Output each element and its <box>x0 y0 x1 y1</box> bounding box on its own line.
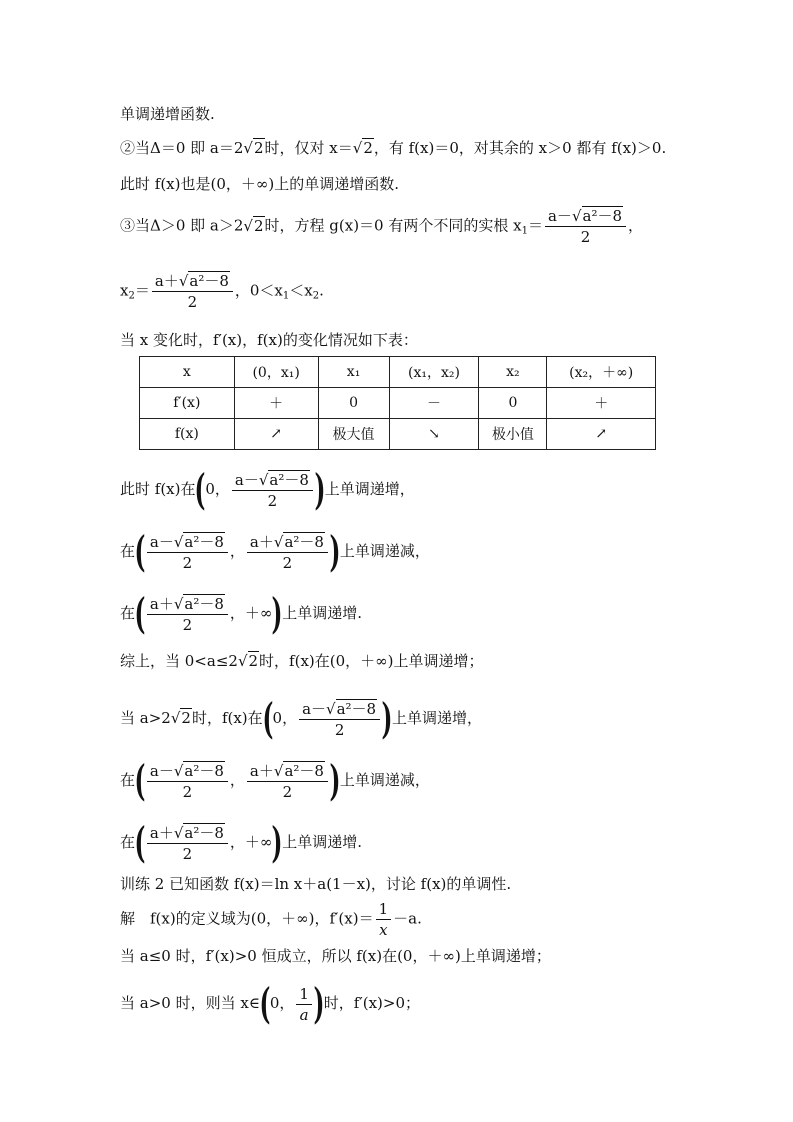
text-interval-decreasing-1: 在( $\frac{\text{a－√a²－8}}{2}$ ， $\frac{\text{a＋√a²－8}}{2}$ )上单调递减， <box>120 527 430 576</box>
variation-table <box>139 356 656 450</box>
text-training-2: 训练 2 已知函数 f(x)＝ln x＋a(1－x)，讨论 f(x)的单调性. <box>120 875 512 893</box>
table-cell: 极小值 <box>479 419 547 450</box>
table-cell: ＋ <box>234 388 318 419</box>
text-summary-1: 综上，当 0<a≤2√2时，f(x)在(0，＋∞)上单调递增； <box>120 652 484 670</box>
table-cell: (x₂，＋∞) <box>547 357 656 388</box>
text-table-intro: 当 x 变化时，f′(x)，f(x)的变化情况如下表： <box>120 331 418 349</box>
table-cell: (x₁，x₂) <box>389 357 479 388</box>
table-cell: x₁ <box>318 357 389 388</box>
text-interval-increasing-1: 此时 f(x)在(0， $\frac{\text{a－√a²－8}}{2}$ )上单调递增， <box>120 465 415 514</box>
text-x2-definition: $x_2=$ $\frac{\text{a＋√a²－8}}{2}$ ，$0<x_1<x_2$. <box>120 272 324 311</box>
text-case-2-tail: 此时 f(x)也是(0，＋∞)上的单调递增函数. <box>120 175 399 193</box>
x1-fraction: $\frac{\text{a－√a²－8}}{2}$ <box>545 207 626 246</box>
text-summary-4: 在( $\frac{\text{a＋√a²－8}}{2}$ ，＋∞)上单调递增. <box>120 818 363 867</box>
text-case-a-le-0: 当 a≤0 时，f′(x)>0 恒成立，所以 f(x)在(0，＋∞)上单调递增； <box>120 947 551 965</box>
x2-fraction: $\frac{\text{a＋√a²－8}}{2}$ <box>152 272 233 311</box>
table-cell: x₂ <box>479 357 547 388</box>
table-cell: － <box>389 388 479 419</box>
table-cell: ↘ <box>389 419 479 450</box>
table-cell: 0 <box>318 388 389 419</box>
text-summary-2: 当 a>2√2时，f(x)在(0， $\frac{\text{a－√a²－8}}{2}$ )上单调递增， <box>120 694 482 743</box>
text-line-monotonic: 单调递增函数. <box>120 105 215 123</box>
table-cell: ↗ <box>547 419 656 450</box>
text-case-3: ③当Δ＞0 即 a＞2√2时，方程 g(x)＝0 有两个不同的实根 $x_1=$ $\frac{\text{a－√a²－8}}{2}$ ， <box>120 207 644 246</box>
table-cell: x <box>140 357 235 388</box>
text-interval-increasing-2: 在( $\frac{\text{a＋√a²－8}}{2}$ ，＋∞)上单调递增. <box>120 589 363 638</box>
table-row <box>140 357 656 388</box>
text-summary-3: 在( $\frac{\text{a－√a²－8}}{2}$ ， $\frac{\text{a＋√a²－8}}{2}$ )上单调递减， <box>120 756 430 805</box>
table-cell: ↗ <box>234 419 318 450</box>
table-cell: f′(x) <box>140 388 235 419</box>
table-cell: 极大值 <box>318 419 389 450</box>
table-row <box>140 419 656 450</box>
text-case-2: ②当Δ＝0 即 a＝2√2时，仅对 x＝√2，有 f(x)＝0，对其余的 x＞0 都有 f(x)＞0. <box>120 139 667 157</box>
table-row <box>140 388 656 419</box>
table-cell: 0 <box>479 388 547 419</box>
table-cell: f(x) <box>140 419 235 450</box>
table-cell: (0，x₁) <box>234 357 318 388</box>
text-case-a-gt-0: 当 a>0 时，则当 x∈(0， $\frac{1}{a}$ )时，f′(x)>0； <box>120 979 421 1028</box>
table-cell: ＋ <box>547 388 656 419</box>
text-solution: 解 f(x)的定义域为(0，＋∞)，f′(x)＝ $\frac{1}{x}$ －a. <box>120 900 422 939</box>
